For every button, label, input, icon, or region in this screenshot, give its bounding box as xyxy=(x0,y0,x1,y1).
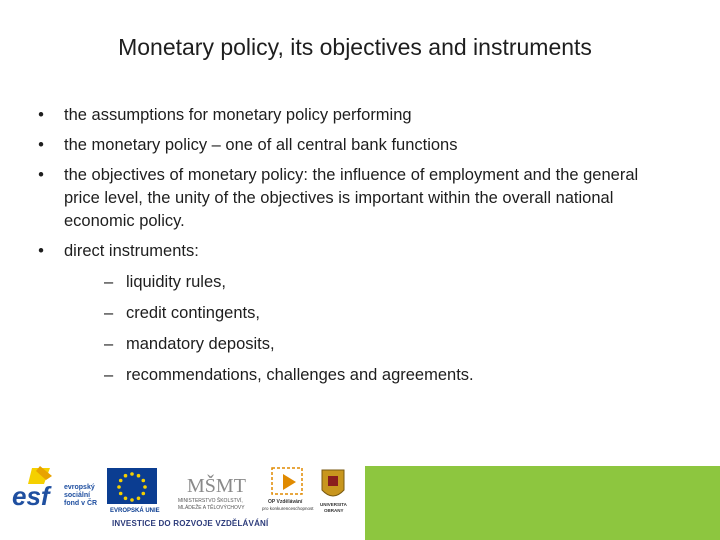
msmt-text-2: MLÁDEŽE A TĚLOVÝCHOVY xyxy=(178,505,245,511)
sub-list xyxy=(64,271,674,387)
bullet-list xyxy=(34,104,674,395)
op-text-2: pro konkurenceschopnost xyxy=(262,506,314,511)
bullet-text: the monetary policy – one of all central bank functions xyxy=(64,136,458,154)
esf-logo xyxy=(12,466,97,511)
bullet-item xyxy=(34,104,674,127)
bullet-text: the assumptions for monetary policy performing xyxy=(64,106,412,124)
esf-text-3: fond v ČR xyxy=(64,500,98,507)
bullet-text: direct instruments: xyxy=(64,242,199,260)
msmt-text-1: MINISTERSTVO ŠKOLSTVÍ, xyxy=(178,498,243,504)
esf-text-1: evropský xyxy=(64,484,95,491)
op-logo xyxy=(262,468,314,511)
sub-item-text: mandatory deposits, xyxy=(126,335,275,353)
bullet-text: the objectives of monetary policy: the influence of employment and the general price level, the unity of the objectives is important within the overall national economic policy. xyxy=(64,166,639,230)
slide-title: Monetary policy, its objectives and instruments xyxy=(118,34,592,60)
eu-flag-logo xyxy=(107,468,160,514)
bullet-item xyxy=(34,134,674,157)
dash-glyph: – xyxy=(104,273,114,291)
dash-glyph: – xyxy=(104,335,114,353)
msmt-mark: MŠMT xyxy=(187,475,246,497)
sub-item xyxy=(64,271,674,294)
footer-caption: INVESTICE DO ROZVOJE VZDĚLÁVÁNÍ xyxy=(112,519,269,528)
dash-glyph: – xyxy=(104,304,114,322)
bullet-item xyxy=(34,164,674,233)
sub-item xyxy=(64,333,674,356)
msmt-logo xyxy=(178,473,246,511)
esf-text-2: sociální xyxy=(64,492,91,499)
bullet-glyph: • xyxy=(38,106,44,124)
bullet-glyph: • xyxy=(38,242,44,260)
bullet-item xyxy=(34,240,674,387)
op-text-1: OP Vzdělávání xyxy=(268,499,303,505)
esf-mark: esf xyxy=(12,481,50,511)
bullet-glyph: • xyxy=(38,166,44,184)
footer-accent-block xyxy=(365,466,720,540)
footer-logo-strip xyxy=(0,462,370,540)
sub-item-text: liquidity rules, xyxy=(126,273,226,291)
university-text-1: UNIVERSITA xyxy=(320,502,347,507)
university-crest-logo xyxy=(320,470,348,513)
eu-caption: EVROPSKÁ UNIE xyxy=(110,508,160,514)
sub-item-text: credit contingents, xyxy=(126,304,260,322)
sub-item xyxy=(64,302,674,325)
sub-item-text: recommendations, challenges and agreements. xyxy=(126,366,474,384)
university-text-2: OBRANY xyxy=(324,508,344,513)
dash-glyph: – xyxy=(104,366,114,384)
bullet-glyph: • xyxy=(38,136,44,154)
sub-item xyxy=(64,364,674,387)
